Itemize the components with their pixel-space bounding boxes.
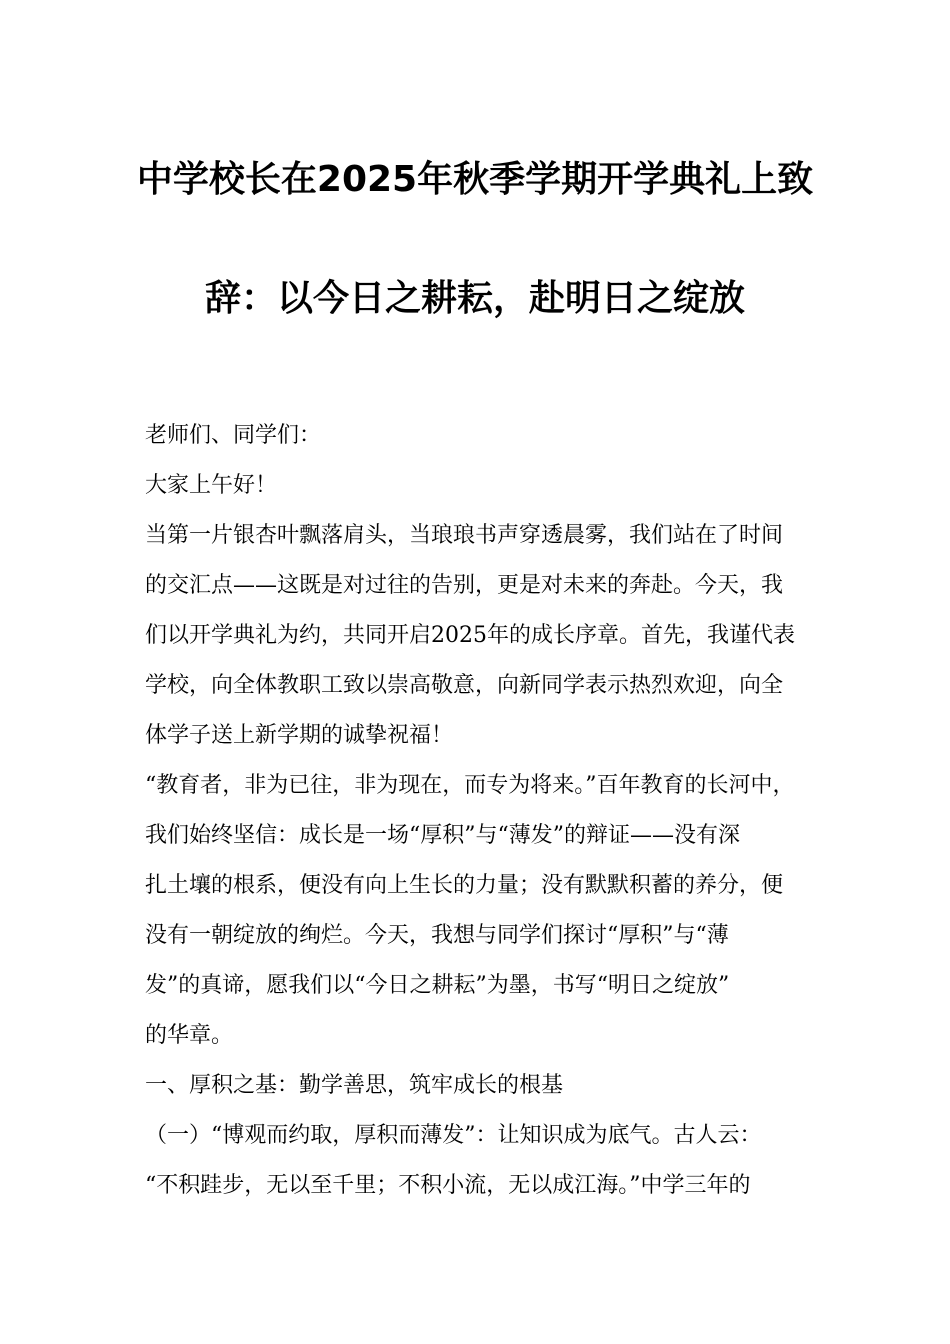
body-line: 的交汇点——这既是对过往的告别，更是对未来的奔赴。今天，我 bbox=[145, 573, 784, 598]
document-body bbox=[145, 411, 835, 1211]
body-line: 当第一片银杏叶飘落肩头，当琅琅书声穿透晨雾，我们站在了时间 bbox=[145, 523, 784, 548]
body-line: 们以开学典礼为约，共同开启2025年的成长序章。首先，我谨代表 bbox=[145, 623, 795, 648]
body-line: “教育者，非为已往，非为现在，而专为将来。”百年教育的长河中， bbox=[145, 773, 795, 798]
body-line: 没有一朝绽放的绚烂。今天，我想与同学们探讨“厚积”与“薄 bbox=[145, 923, 729, 948]
body-line: 扎土壤的根系，便没有向上生长的力量；没有默默积蓄的养分，便 bbox=[145, 873, 784, 898]
document-title-line-2: 辞：以今日之耕耘，赴明日之绽放 bbox=[204, 278, 745, 319]
salutation: 老师们、同学们： bbox=[145, 423, 322, 448]
body-line: 发”的真谛，愿我们以“今日之耕耘”为墨，书写“明日之绽放” bbox=[145, 973, 730, 998]
subsection-line: （一）“博观而约取，厚积而薄发”：让知识成为底气。古人云： bbox=[145, 1123, 762, 1148]
body-line: 体学子送上新学期的诚挚祝福！ bbox=[145, 723, 454, 748]
body-line: 我们始终坚信：成长是一场“厚积”与“薄发”的辩证——没有深 bbox=[145, 823, 740, 848]
body-line: 学校，向全体教职工致以崇高敬意，向新同学表示热烈欢迎，向全 bbox=[145, 673, 784, 698]
body-line: 的华章。 bbox=[145, 1023, 234, 1048]
body-line: “不积跬步，无以至千里；不积小流，无以成江海。”中学三年的 bbox=[145, 1173, 751, 1198]
greeting: 大家上午好！ bbox=[145, 473, 278, 498]
section-heading: 一、厚积之基：勤学善思，筑牢成长的根基 bbox=[145, 1073, 564, 1098]
document-title-line-1: 中学校长在2025年秋季学期开学典礼上致 bbox=[136, 159, 814, 200]
